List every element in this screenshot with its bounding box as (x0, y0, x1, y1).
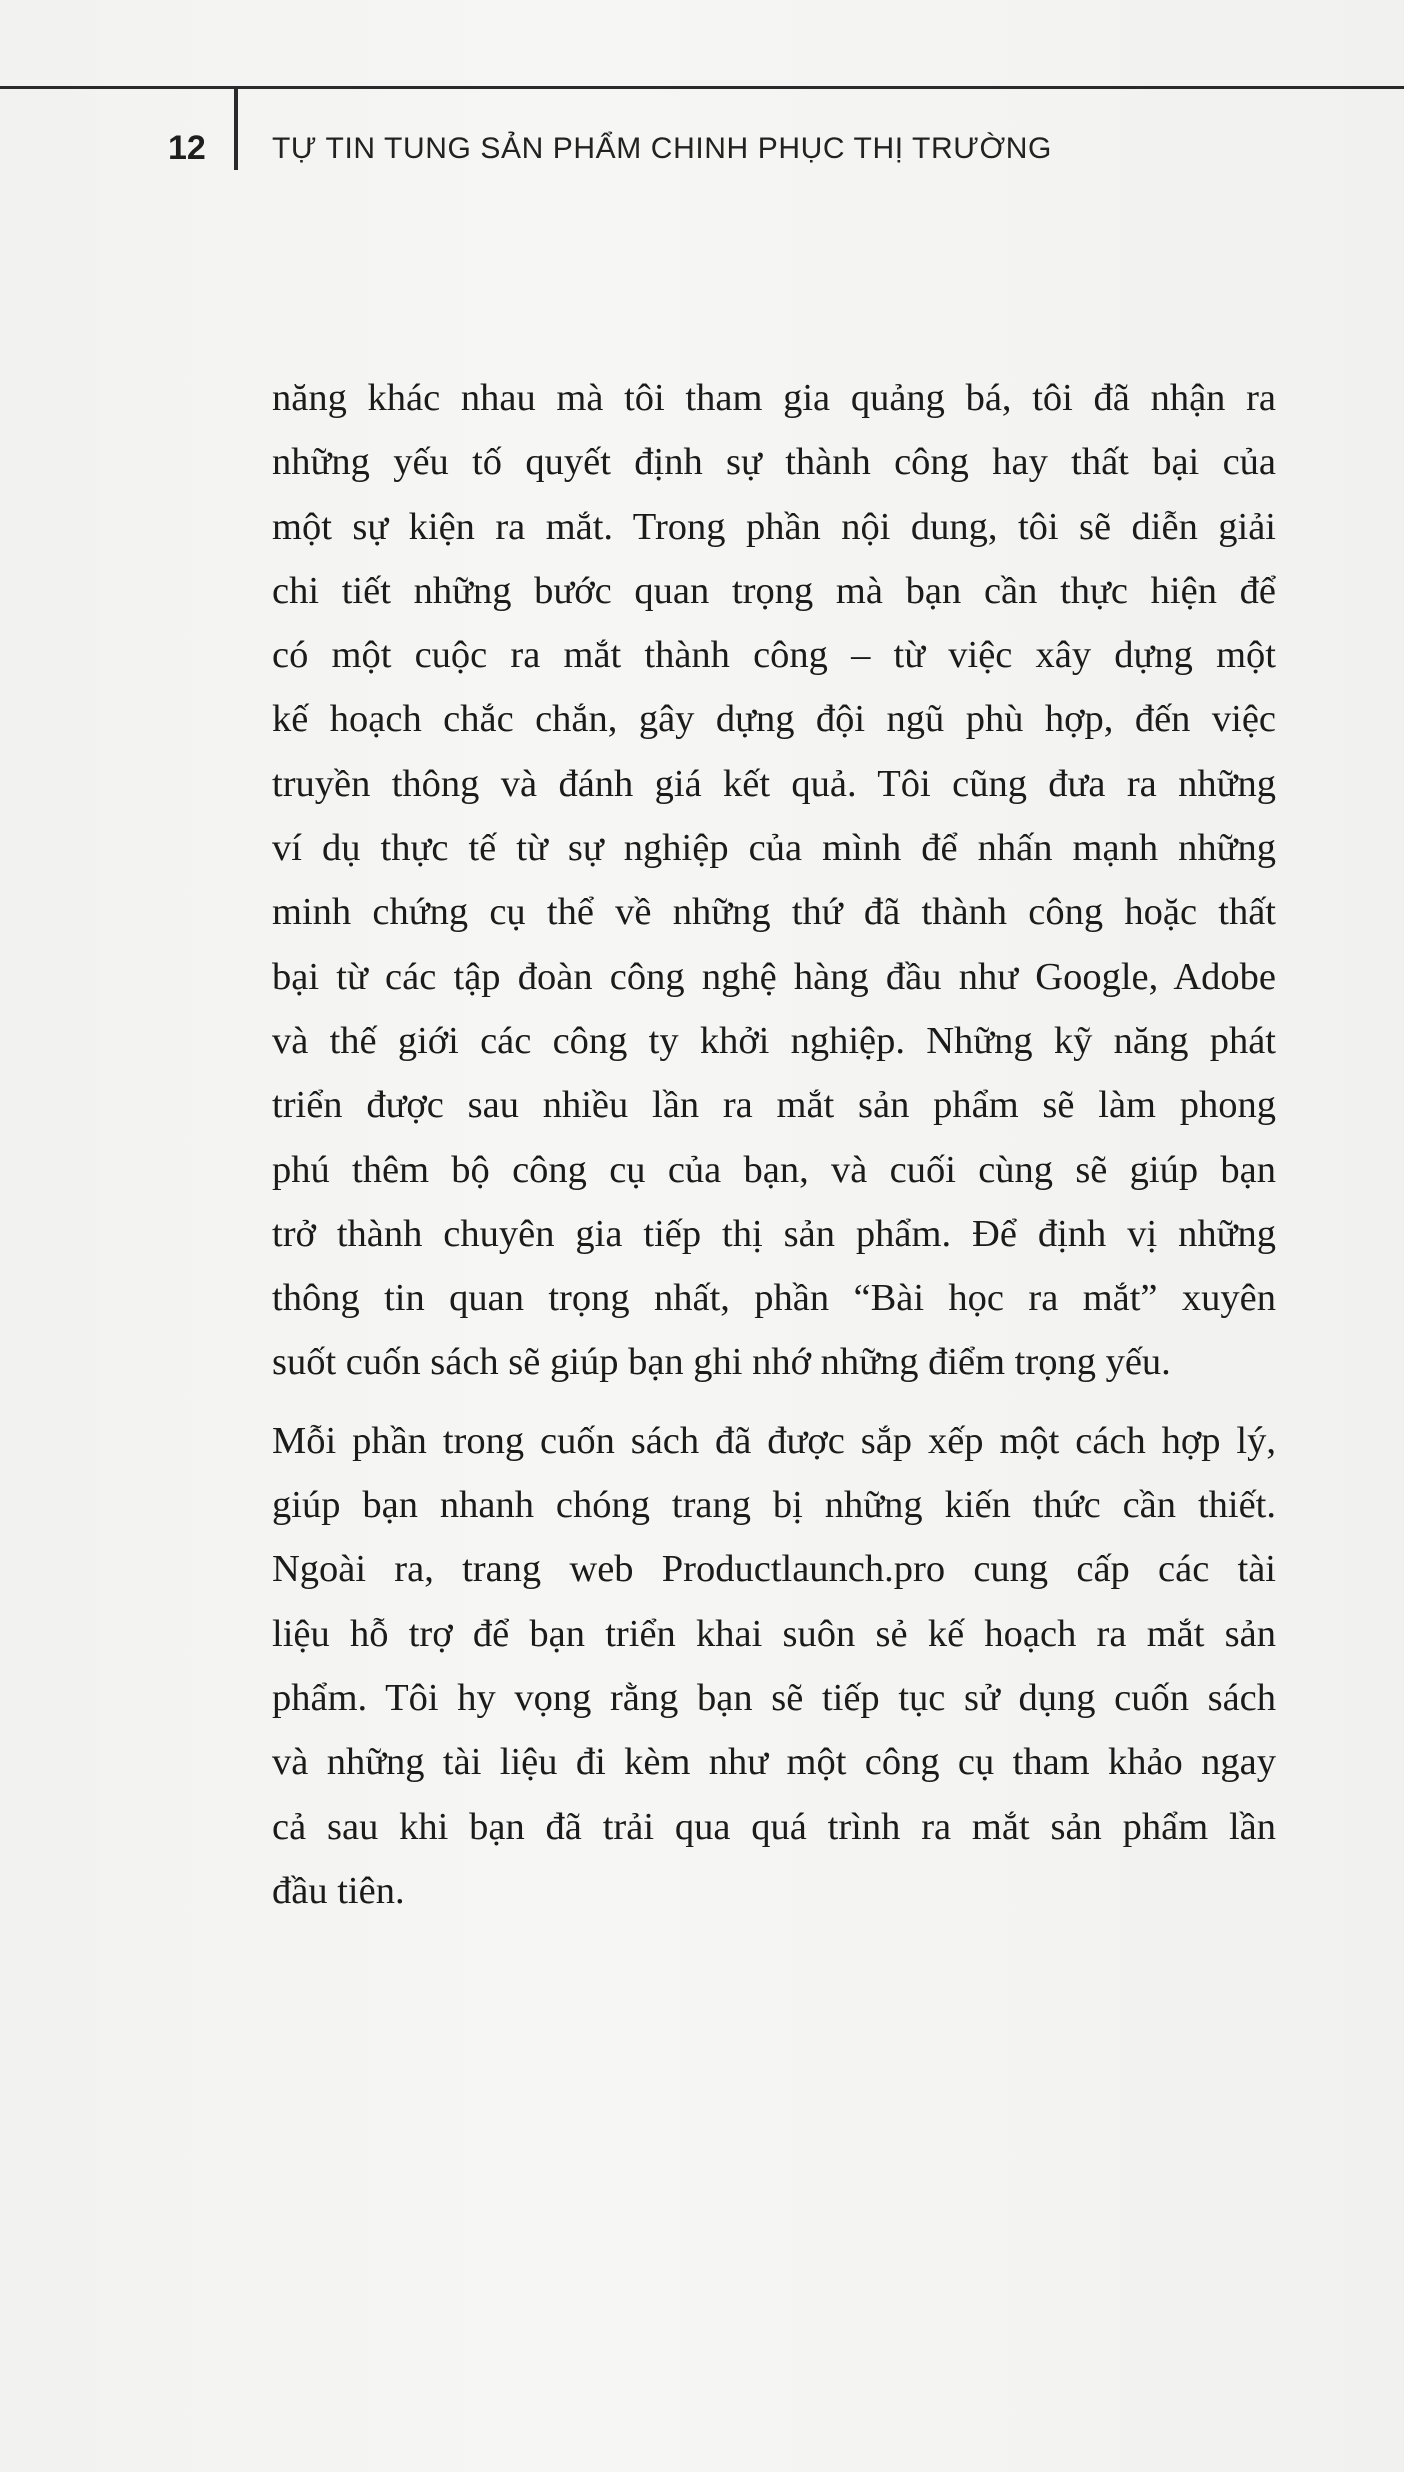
text-line: Ngoài ra, trang web Productlaunch.pro cung cấp các tài (272, 1548, 1276, 1591)
text-line: bại từ các tập đoàn công nghệ hàng đầu như Google, Adobe (272, 955, 1276, 998)
text-line: giúp bạn nhanh chóng trang bị những kiến thức cần thiết. (272, 1484, 1276, 1527)
header-rule (0, 86, 1404, 89)
text-line: một sự kiện ra mắt. Trong phần nội dung, tôi sẽ diễn giải (272, 505, 1276, 548)
page-number: 12 (168, 129, 206, 167)
text-line: phẩm. Tôi hy vọng rằng bạn sẽ tiếp tục sử dụng cuốn sách (272, 1676, 1276, 1719)
body-text (272, 366, 1276, 1923)
text-line: truyền thông và đánh giá kết quả. Tôi cũng đưa ra những (272, 762, 1276, 805)
text-line: suốt cuốn sách sẽ giúp bạn ghi nhớ những điểm trọng yếu. (272, 1341, 1171, 1384)
text-line: và thế giới các công ty khởi nghiệp. Những kỹ năng phát (272, 1019, 1276, 1062)
running-title: TỰ TIN TUNG SẢN PHẨM CHINH PHỤC THỊ TRƯỜNG (272, 132, 1052, 165)
text-line: thông tin quan trọng nhất, phần “Bài học ra mắt” xuyên (272, 1277, 1276, 1320)
paragraph (272, 1409, 1276, 1923)
text-line: chi tiết những bước quan trọng mà bạn cần thực hiện để (272, 569, 1276, 612)
paragraph (272, 366, 1276, 1395)
text-line: những yếu tố quyết định sự thành công hay thất bại của (272, 441, 1276, 484)
text-line: trở thành chuyên gia tiếp thị sản phẩm. Để định vị những (272, 1212, 1276, 1255)
text-line: liệu hỗ trợ để bạn triển khai suôn sẻ kế hoạch ra mắt sản (272, 1612, 1276, 1655)
text-line: năng khác nhau mà tôi tham gia quảng bá, tôi đã nhận ra (272, 377, 1276, 419)
text-line: Mỗi phần trong cuốn sách đã được sắp xếp một cách hợp lý, (272, 1419, 1276, 1462)
text-line: cả sau khi bạn đã trải qua quá trình ra mắt sản phẩm lần (272, 1805, 1276, 1848)
text-line: ví dụ thực tế từ sự nghiệp của mình để nhấn mạnh những (272, 827, 1276, 870)
text-line: có một cuộc ra mắt thành công – từ việc xây dựng một (272, 634, 1276, 677)
header-divider (234, 86, 238, 170)
text-line: kế hoạch chắc chắn, gây dựng đội ngũ phù hợp, đến việc (272, 698, 1276, 741)
text-line: đầu tiên. (272, 1869, 405, 1912)
text-line: triển được sau nhiều lần ra mắt sản phẩm sẽ làm phong (272, 1084, 1276, 1127)
text-line: phú thêm bộ công cụ của bạn, và cuối cùng sẽ giúp bạn (272, 1148, 1276, 1191)
text-line: và những tài liệu đi kèm như một công cụ tham khảo ngay (272, 1741, 1276, 1784)
text-line: minh chứng cụ thể về những thứ đã thành công hoặc thất (272, 891, 1276, 934)
